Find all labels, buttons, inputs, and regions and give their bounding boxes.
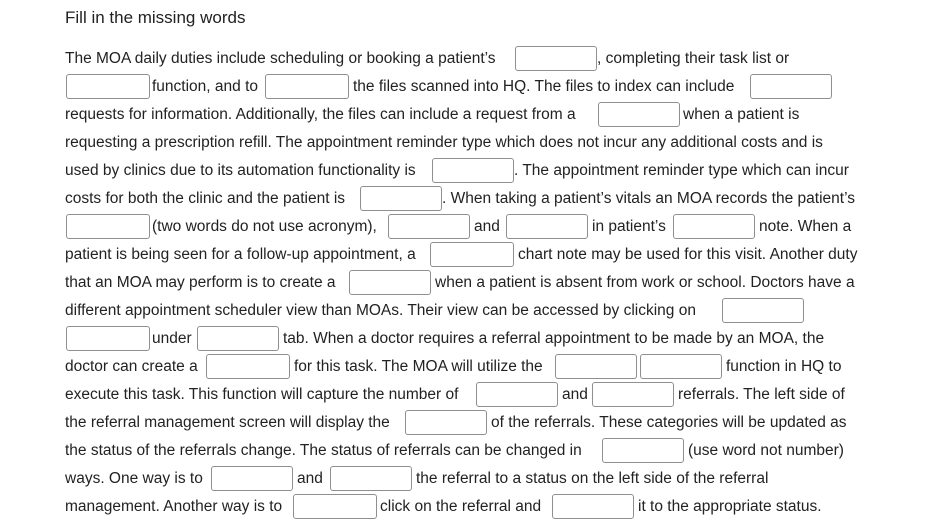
passage-text: doctor can create a xyxy=(65,358,198,375)
passage-line xyxy=(65,184,877,212)
passage-text: chart note may be used for this visit. Another duty xyxy=(518,246,858,263)
blank-input-12[interactable] xyxy=(430,242,514,267)
blank-input-17[interactable] xyxy=(206,354,290,379)
passage-line xyxy=(65,352,877,380)
passage-line xyxy=(65,268,877,296)
blank-input-22[interactable] xyxy=(405,410,487,435)
passage-text: for this task. The MOA will utilize the xyxy=(294,358,543,375)
passage-text: (two words do not use acronym), xyxy=(152,218,377,235)
passage-text: ways. One way is to xyxy=(65,470,203,487)
passage-text: tab. When a doctor requires a referral appointment to be made by an MOA, the xyxy=(283,330,825,347)
passage-text: requests for information. Additionally, the files can include a request from a xyxy=(65,106,576,123)
passage-line xyxy=(65,156,877,184)
passage-text: execute this task. This function will capture the number of xyxy=(65,386,459,403)
passage-line xyxy=(65,72,877,100)
passage-text: note. When a xyxy=(759,218,852,235)
blank-input-14[interactable] xyxy=(722,298,804,323)
passage-line xyxy=(65,212,877,240)
passage-text: the files scanned into HQ. The files to index can include xyxy=(353,78,735,95)
passage-text: different appointment scheduler view than MOAs. Their view can be accessed by clicking on xyxy=(65,302,696,319)
blank-input-21[interactable] xyxy=(592,382,674,407)
passage-text: used by clinics due to its automation functionality is xyxy=(65,162,416,179)
passage-line xyxy=(65,240,877,268)
blank-input-2[interactable] xyxy=(66,74,150,99)
passage-text: management. Another way is to xyxy=(65,498,283,515)
passage-line xyxy=(65,44,877,72)
passage-text: when a patient is absent from work or school. Doctors have a xyxy=(435,274,855,291)
passage-text: the referral to a status on the left side of the referral xyxy=(416,470,769,487)
blank-input-18[interactable] xyxy=(555,354,637,379)
blank-input-7[interactable] xyxy=(360,186,442,211)
passage-line xyxy=(65,100,877,128)
passage-line xyxy=(65,436,877,464)
blank-input-24[interactable] xyxy=(211,466,293,491)
blank-input-23[interactable] xyxy=(602,438,684,463)
passage-text: and xyxy=(474,218,500,235)
passage-text: function, and to xyxy=(152,78,258,95)
passage-line xyxy=(65,296,877,324)
passage-text: in patient’s xyxy=(592,218,666,235)
passage-line xyxy=(65,464,877,492)
blank-input-20[interactable] xyxy=(476,382,558,407)
passage-text: referrals. The left side of xyxy=(678,386,845,403)
passage-line xyxy=(65,492,877,520)
passage-text: and xyxy=(297,470,323,487)
passage-text: costs for both the clinic and the patient is xyxy=(65,190,346,207)
blank-input-15[interactable] xyxy=(66,326,150,351)
blank-input-1[interactable] xyxy=(515,46,597,71)
passage-text: the status of the referrals change. The status of referrals can be changed in xyxy=(65,442,582,459)
passage-text: . The appointment reminder type which can incur xyxy=(514,162,849,179)
passage-line xyxy=(65,408,877,436)
passage-line xyxy=(65,380,877,408)
blank-input-9[interactable] xyxy=(388,214,470,239)
blank-input-26[interactable] xyxy=(293,494,377,519)
passage-text: The MOA daily duties include scheduling or booking a patient’s xyxy=(65,50,496,67)
blank-input-16[interactable] xyxy=(197,326,279,351)
blank-input-5[interactable] xyxy=(598,102,680,127)
blank-input-13[interactable] xyxy=(349,270,431,295)
passage-text: and xyxy=(562,386,588,403)
passage-text: when a patient is xyxy=(683,106,800,123)
passage-text: under xyxy=(152,330,192,347)
blank-input-6[interactable] xyxy=(432,158,514,183)
blank-input-10[interactable] xyxy=(506,214,588,239)
passage-text: of the referrals. These categories will be updated as xyxy=(491,414,847,431)
passage-text: (use word not number) xyxy=(688,442,844,459)
blank-input-19[interactable] xyxy=(640,354,722,379)
blank-input-27[interactable] xyxy=(552,494,634,519)
passage-line xyxy=(65,128,877,156)
passage-text: that an MOA may perform is to create a xyxy=(65,274,336,291)
passage-text: , completing their task list or xyxy=(597,50,790,67)
passage-text: requesting a prescription refill. The appointment reminder type which does not incur any additional costs and is xyxy=(65,134,823,151)
blank-input-8[interactable] xyxy=(66,214,150,239)
passage-text: the referral management screen will display the xyxy=(65,414,390,431)
passage-text: click on the referral and xyxy=(380,498,542,515)
passage-text: function in HQ to xyxy=(726,358,842,375)
passage-text: patient is being seen for a follow-up appointment, a xyxy=(65,246,416,263)
passage-text: . When taking a patient’s vitals an MOA records the patient’s xyxy=(442,190,855,207)
passage-text: it to the appropriate status. xyxy=(638,498,822,515)
page-title: Fill in the missing words xyxy=(65,8,246,27)
blank-input-11[interactable] xyxy=(673,214,755,239)
passage-line xyxy=(65,324,877,352)
blank-input-25[interactable] xyxy=(330,466,412,491)
blank-input-3[interactable] xyxy=(265,74,349,99)
fill-in-passage xyxy=(65,44,877,520)
blank-input-4[interactable] xyxy=(750,74,832,99)
